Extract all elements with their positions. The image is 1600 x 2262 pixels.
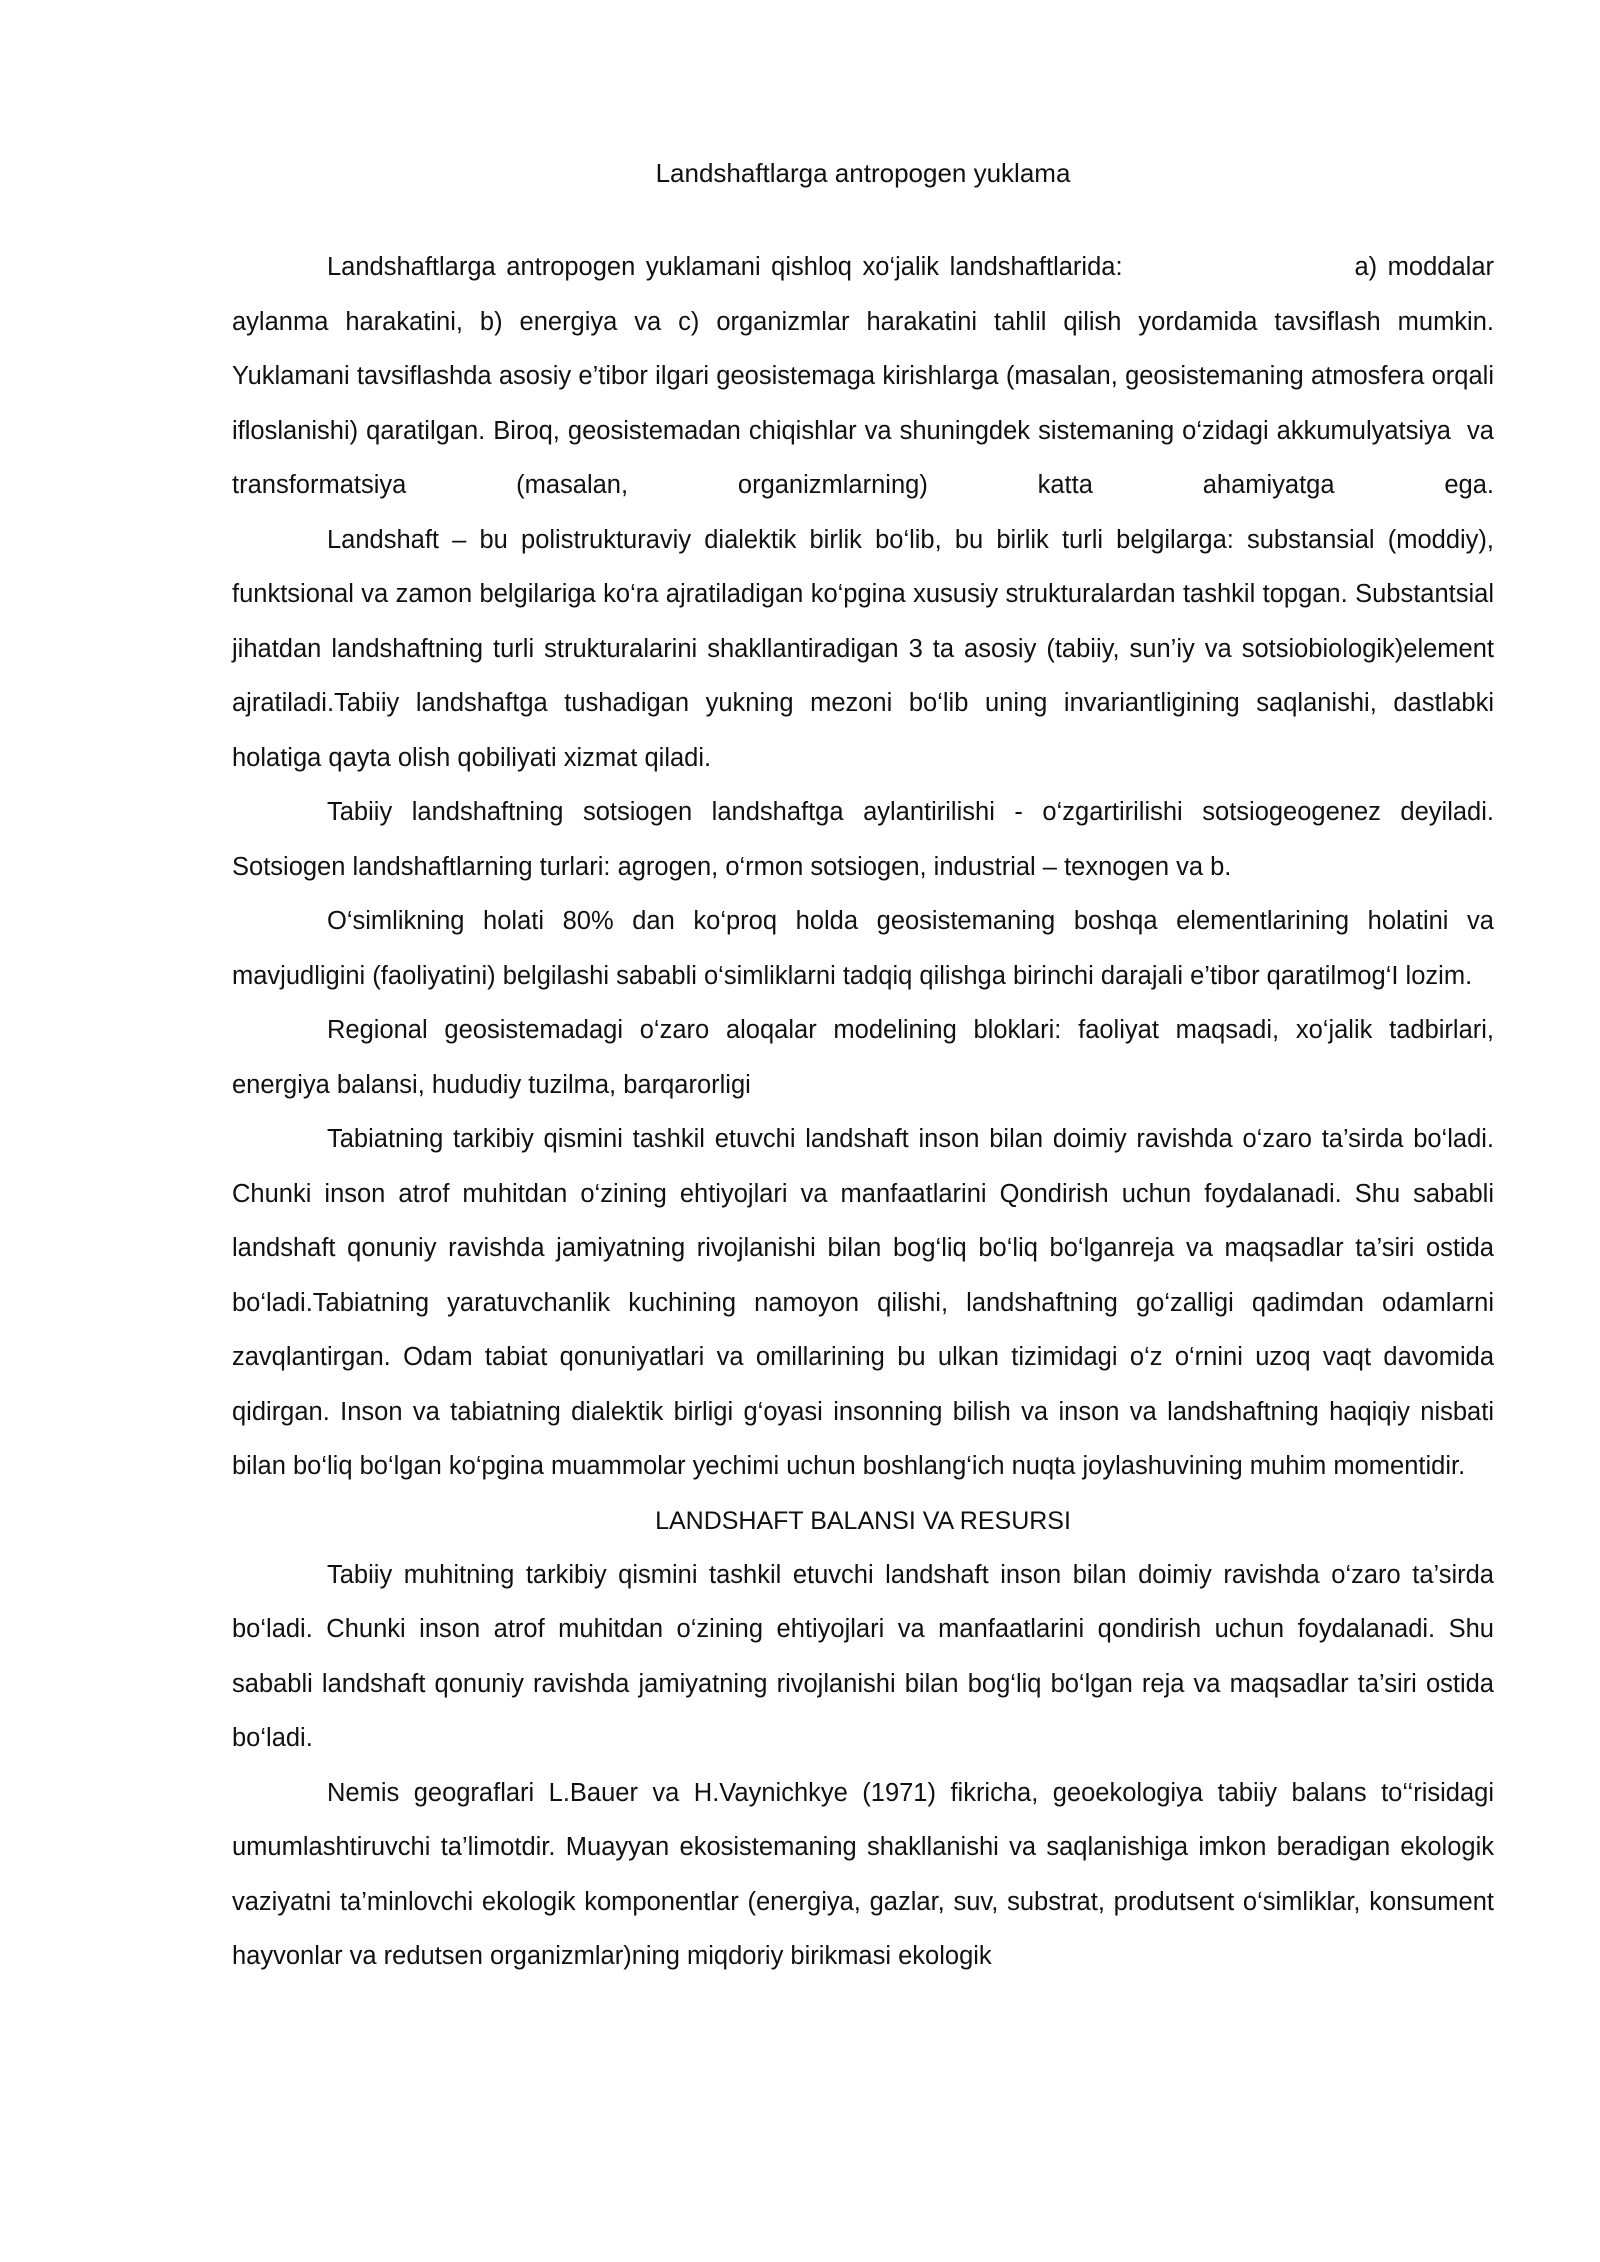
document-title: Landshaftlarga antropogen yuklama [655, 158, 1071, 188]
paragraph-nemis-geograflari: Nemis geograflari L.Bauer va H.Vaynichkye (1971) fikricha, geoekologiya tabiiy balans to‘‘risidagi umumlashtiruvchi ta’limotdir. Muayyan ekosistemaning shakllanishi va saqlanishiga imkon beradigan ekologik vaziyatni ta’minlovchi ekologik komponentlar (energiya, gazlar, suv, substrat, produtsent o‘simliklar, konsument hayvonlar va redutsen organizmlar)ning miqdoriy birikmasi ekologik [232, 1778, 1494, 1970]
section-heading-landshaft-balansi: LANDSHAFT BALANSI VA RESURSI [655, 1506, 1071, 1535]
paragraph-tabiat-tarkibiy-qism: Tabiatning tarkibiy qismini tashkil etuvchi landshaft inson bilan doimiy ravishda o‘zaro ta’sirda bo‘ladi. Chunki inson atrof muhitdan o‘zining ehtiyojlari va manfaatlarini Qondirish uchun foydalanadi. Shu sababli landshaft qonuniy ravishda jamiyatning rivojlanishi bilan bog‘liq bo‘liq bo‘lganreja va maqsadlar ta’siri ostida bo‘ladi.Tabiatning yaratuvchanlik kuchining namoyon qilishi, landshaftning go‘zalligi qadimdan odamlarni zavqlantirgan. Odam tabiat qonuniyatlari va omillarining bu ulkan tizimidagi o‘z o‘rnini uzoq vaqt davomida qidirgan. Inson va tabiatning dialektik birligi g‘oyasi insonning bilish va inson va landshaftning haqiqiy nisbati bilan bo‘liq bo‘lgan ko‘pgina muammolar yechimi uchun boshlang‘ich nuqta joylashuvining muhim momentidir. [232, 1125, 1494, 1480]
paragraph-landshaft-polistruktura: Landshaft – bu polistrukturaviy dialektik birlik bo‘lib, bu birlik turli belgilarga: substansial (moddiy), funktsional va zamon belgilariga ko‘ra ajratiladigan ko‘pgina xususiy strukturalardan tashkil topgan. Substantsial jihatdan landshaftning turli strukturalarini shakllantiradigan 3 ta asosiy (tabiiy, sun’iy va sotsiobiologik)element ajratiladi.Tabiiy landshaftga tushadigan yukning mezoni bo‘lib uning invariantligining saqlanishi, dastlabki holatiga qayta olish qobiliyati xizmat qiladi. [232, 525, 1494, 772]
document-body [232, 146, 1502, 1984]
paragraph-regional-geosistema: Regional geosistemadagi o‘zaro aloqalar modelining bloklari: faoliyat maqsadi, xo‘jalik tadbirlari, energiya balansi, hududiy tuzilma, barqarorligi [232, 1016, 1494, 1099]
paragraph-osimlik-holati: O‘simlikning holati 80% dan ko‘proq holda geosistemaning boshqa elementlarining holatini va mavjudligini (faoliyatini) belgilashi sababli o‘simliklarni tadqiq qilishga birinchi darajali e’tibor qaratilmog‘I lozim. [232, 907, 1494, 990]
paragraph-antropogen-yuklama: Landshaftlarga antropogen yuklamani qishloq xo‘jalik landshaftlarida: a) moddalar aylanma harakatini, b) energiya va c) organizmlar harakatini tahlil qilish yordamida tavsiflash mumkin. Yuklamani tavsiflashda asosiy e’tibor ilgari geosistemaga kirishlarga (masalan, geosistemaning atmosfera orqali ifloslanishi) qaratilgan. Biroq, geosistemadan chiqishlar va shuningdek sistemaning o‘zidagi akkumulyatsiya va transformatsiya (masalan, organizmlarning) katta ahamiyatga ega. [232, 253, 1502, 499]
paragraph-sotsiogeogenez: Tabiiy landshaftning sotsiogen landshaftga aylantirilishi - o‘zgartirilishi sotsiogeogenez deyiladi. Sotsiogen landshaftlarning turlari: agrogen, o‘rmon sotsiogen, industrial – texnogen va b. [232, 798, 1494, 881]
paragraph-tabiiy-muhit: Tabiiy muhitning tarkibiy qismini tashkil etuvchi landshaft inson bilan doimiy ravishda o‘zaro ta’sirda bo‘ladi. Chunki inson atrof muhitdan o‘zining ehtiyojlari va manfaatlarini qondirish uchun foydalanadi. Shu sababli landshaft qonuniy ravishda jamiyatning rivojlanishi bilan bog‘liq bo‘lgan reja va maqsadlar ta’siri ostida bo‘ladi. [232, 1560, 1494, 1752]
